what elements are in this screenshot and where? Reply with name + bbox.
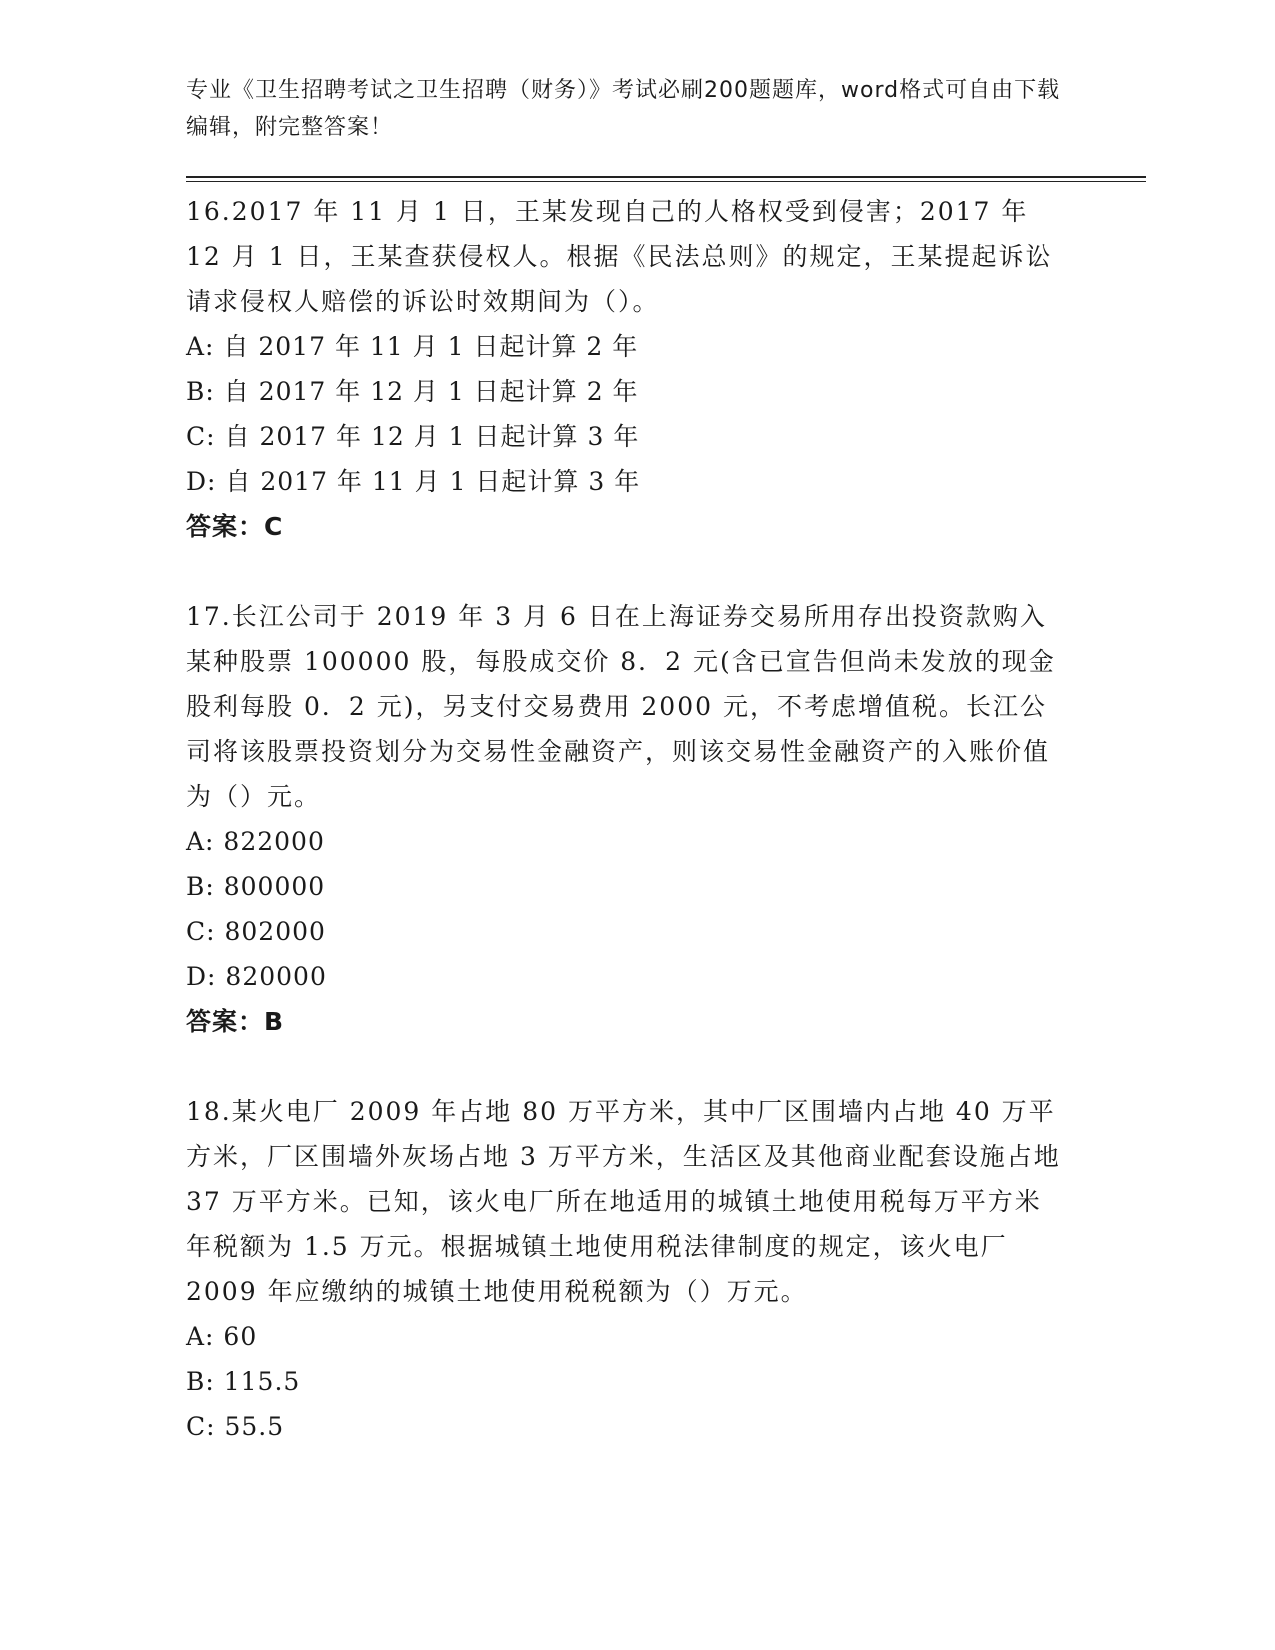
option-a: A: 自 2017 年 11 月 1 日起计算 2 年 xyxy=(186,332,639,361)
question-list xyxy=(186,189,1066,1449)
question-17 xyxy=(186,594,1066,1044)
option-d: D: 自 2017 年 11 月 1 日起计算 3 年 xyxy=(186,467,641,496)
question-text: 18.某火电厂 2009 年占地 80 万平方米，其中厂区围墙内占地 40 万平方米，厂区围墙外灰场占地 3 万平方米，生活区及其他商业配套设施占地 37 万平方米。已知，该火电厂所在地适用的城镇土地使用税每万平方米年税额为 1.5 万元。根据城镇土地使用税法律制度的规定，该火电厂 2009 年应缴纳的城镇土地使用税税额为（）万元。 xyxy=(186,1097,1061,1306)
question-spacer xyxy=(186,1044,1066,1089)
question-16 xyxy=(186,189,1066,549)
option-d: D: 820000 xyxy=(186,962,327,991)
option-b: B: 800000 xyxy=(186,872,326,901)
option-c: C: 802000 xyxy=(186,917,326,946)
option-c: C: 自 2017 年 12 月 1 日起计算 3 年 xyxy=(186,422,640,451)
option-a: A: 822000 xyxy=(186,827,325,856)
option-b: B: 自 2017 年 12 月 1 日起计算 2 年 xyxy=(186,377,639,406)
answer-line: 答案：B xyxy=(186,1007,285,1036)
question-spacer xyxy=(186,549,1066,594)
header-rule-thin xyxy=(186,181,1146,182)
answer-line: 答案：C xyxy=(186,512,284,541)
option-b: B: 115.5 xyxy=(186,1367,301,1396)
question-18 xyxy=(186,1089,1066,1449)
header-rule-thick xyxy=(186,176,1146,178)
document-header: 专业《卫生招聘考试之卫生招聘（财务）》考试必刷200题题库，word格式可自由下载编辑，附完整答案！ xyxy=(186,78,1061,140)
question-text: 16.2017 年 11 月 1 日，王某发现自己的人格权受到侵害；2017 年 12 月 1 日，王某查获侵权人。根据《民法总则》的规定，王某提起诉讼请求侵权人赔偿的诉讼时效期间为（）。 xyxy=(186,197,1053,316)
question-text: 17.长江公司于 2019 年 3 月 6 日在上海证券交易所用存出投资款购入某种股票 100000 股，每股成交价 8．2 元(含已宣告但尚未发放的现金股利每股 0．2 元)，另支付交易费用 2000 元，不考虑增值税。长江公司将该股票投资划分为交易性金融资产，则该交易性金融资产的入账价值为（）元。 xyxy=(186,602,1056,811)
document-page xyxy=(186,0,1146,1650)
option-c: C: 55.5 xyxy=(186,1412,285,1441)
option-a: A: 60 xyxy=(186,1322,258,1351)
